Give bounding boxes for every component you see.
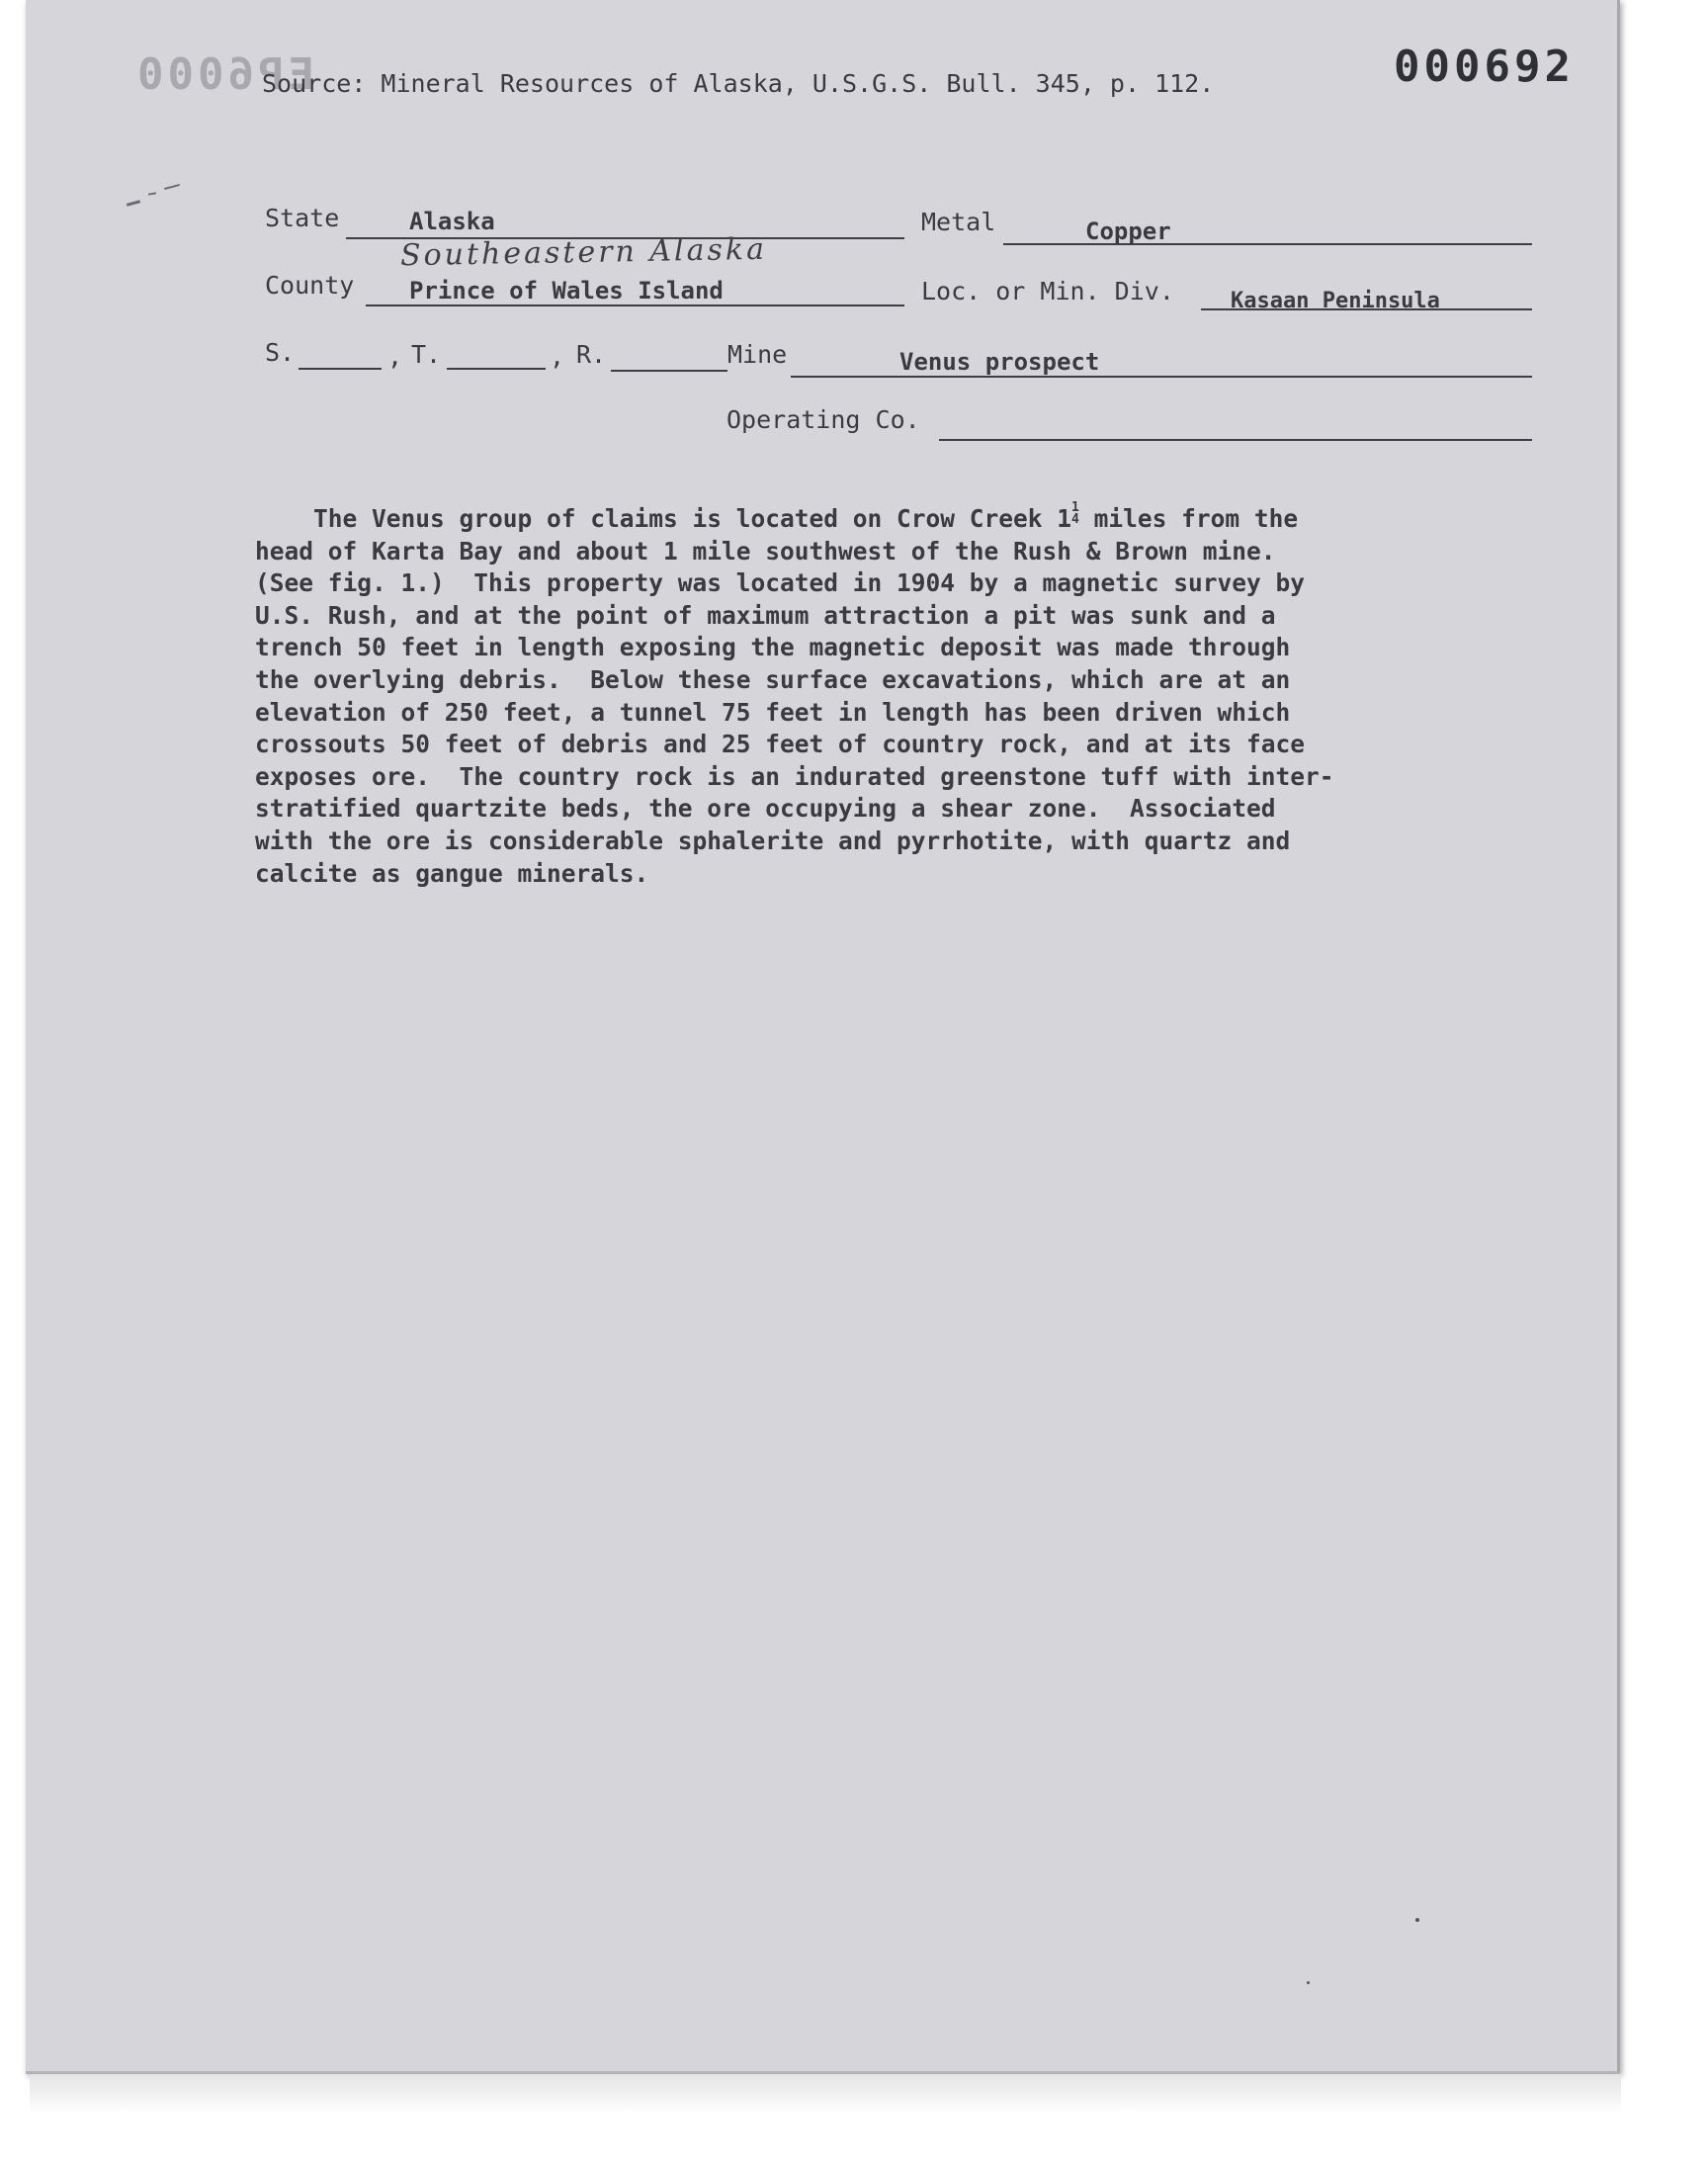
county-label: County xyxy=(265,271,355,300)
operating-co-line xyxy=(939,439,1532,441)
mine-value: Venus prospect xyxy=(899,348,1100,376)
state-label: State xyxy=(265,204,340,232)
mine-line xyxy=(791,376,1532,378)
state-value: Alaska xyxy=(409,208,495,235)
fraction-denominator: 4 xyxy=(1071,512,1079,527)
county-value: Prince of Wales Island xyxy=(409,277,724,304)
metal-line xyxy=(1003,243,1532,245)
paragraph-line: (See fig. 1.) This property was located in 1904 by a magnetic survey by xyxy=(255,568,1306,598)
comma-sep: , xyxy=(550,342,565,371)
scan-edge-shadow xyxy=(30,2074,1621,2114)
range-line xyxy=(611,370,727,372)
fraction-numerator: 1 xyxy=(1071,500,1079,515)
paragraph-line: the overlying debris. Below these surface excavations, which are at an xyxy=(255,664,1291,694)
description-paragraph xyxy=(255,502,1481,890)
paragraph-line: head of Karta Bay and about 1 mile southwest of the Rush & Brown mine. xyxy=(255,536,1276,566)
speck xyxy=(1415,1918,1419,1922)
handwritten-region-note: Southeastern Alaska xyxy=(399,231,768,274)
loc-value: Kasaan Peninsula xyxy=(1231,289,1440,313)
operating-co-label: Operating Co. xyxy=(726,405,920,434)
paragraph-line: calcite as gangue minerals. xyxy=(255,858,649,888)
faint-stamp-number: EP6000 xyxy=(133,49,314,100)
comma-sep: , xyxy=(387,342,403,371)
range-label: R. xyxy=(576,340,607,369)
paragraph-line: crossouts 50 feet of debris and 25 feet of country rock, and at its face xyxy=(255,730,1306,759)
document-number-stamp: 000692 xyxy=(1394,42,1575,92)
paragraph-line: miles from the xyxy=(1078,504,1299,533)
paragraph-line: U.S. Rush, and at the point of maximum attraction a pit was sunk and a xyxy=(255,600,1276,630)
paragraph-line: exposes ore. The country rock is an indurated greenstone tuff with inter- xyxy=(255,761,1334,791)
township-line xyxy=(447,368,546,370)
metal-value: Copper xyxy=(1085,218,1171,245)
speck xyxy=(1307,1981,1310,1984)
paragraph-line: with the ore is considerable sphalerite and pyrrhotite, with quartz and xyxy=(255,826,1291,855)
paragraph-line: stratified quartzite beds, the ore occupying a shear zone. Associated xyxy=(255,794,1276,824)
county-line xyxy=(366,304,904,306)
fraction-one-quarter xyxy=(1071,502,1079,526)
source-line: Source: Mineral Resources of Alaska, U.S.G.S. Bull. 345, p. 112. xyxy=(262,69,1215,98)
loc-label: Loc. or Min. Div. xyxy=(921,277,1174,305)
section-line xyxy=(299,368,382,370)
paragraph-line: elevation of 250 feet, a tunnel 75 feet in length has been driven which xyxy=(255,697,1291,727)
paragraph-line: The Venus group of claims is located on Crow Creek 1 xyxy=(255,504,1072,533)
paragraph-line: trench 50 feet in length exposing the magnetic deposit was made through xyxy=(255,633,1291,662)
section-label: S. xyxy=(265,338,296,367)
mine-label: Mine xyxy=(727,340,788,369)
township-label: T. xyxy=(411,340,442,369)
metal-label: Metal xyxy=(921,208,996,236)
